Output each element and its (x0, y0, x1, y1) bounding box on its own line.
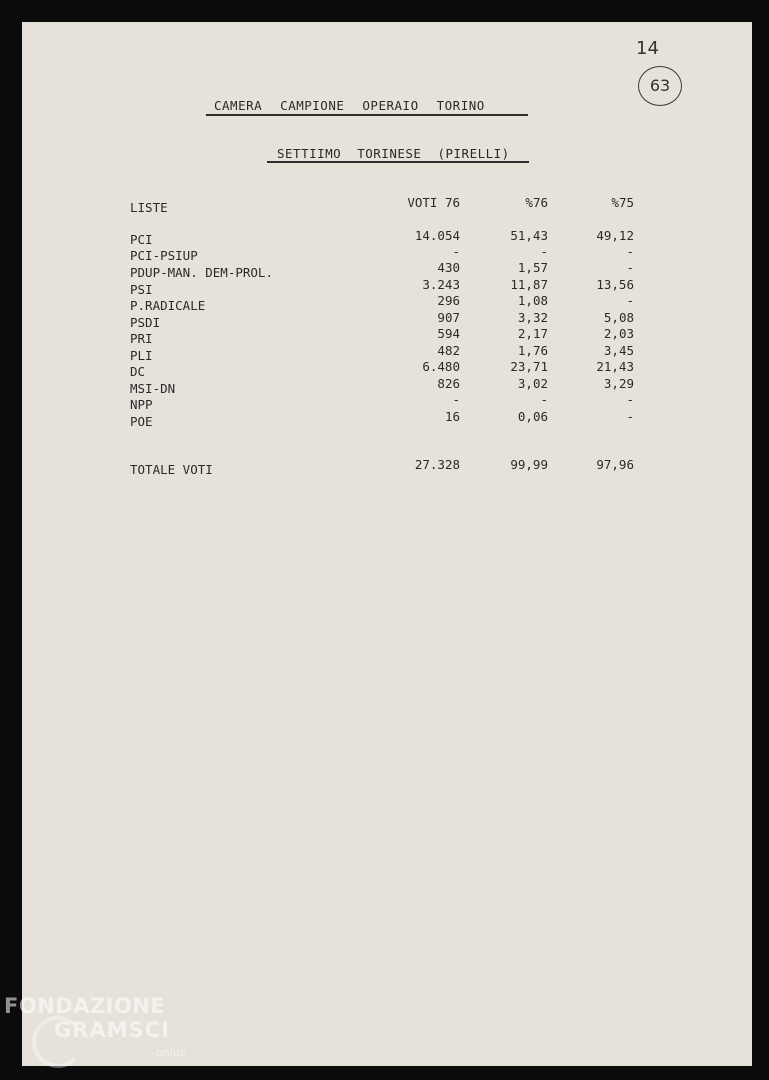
row-pct75: - (626, 409, 634, 424)
row-label: DC (130, 364, 146, 379)
row-voti76: - (452, 392, 460, 407)
row-voti76: 430 (437, 260, 460, 275)
row-pct75: 3,29 (603, 376, 634, 391)
row-voti76: 16 (444, 409, 460, 424)
document-heading: CAMERA CAMPIONE OPERAIO TORINO (214, 98, 485, 113)
row-voti76: 296 (437, 293, 460, 308)
row-pct75: - (626, 392, 634, 407)
row-label: P.RADICALE (130, 298, 206, 313)
row-label: PLI (130, 348, 153, 363)
row-pct76: 1,76 (517, 343, 548, 358)
row-pct76: 11,87 (510, 277, 548, 292)
row-pct76: 51,43 (510, 228, 548, 243)
heading-underline (206, 114, 528, 116)
folio-number: 14 (636, 38, 659, 59)
watermark-line3: onlus (156, 1046, 186, 1059)
total-label: TOTALE VOTI (130, 462, 213, 477)
row-label: PCI (130, 232, 153, 247)
document-page (22, 22, 752, 1066)
row-voti76: 482 (437, 343, 460, 358)
row-label: PSDI (130, 315, 161, 330)
row-voti76: 907 (437, 310, 460, 325)
row-pct75: 13,56 (596, 277, 634, 292)
row-pct75: 49,12 (596, 228, 634, 243)
document-subheading: SETTIIMO TORINESE (PIRELLI) (277, 146, 510, 161)
row-pct76: 1,08 (517, 293, 548, 308)
total-pct76: 99,99 (510, 457, 548, 472)
row-voti76: 14.054 (414, 228, 460, 243)
column-header-voti76: VOTI 76 (407, 195, 460, 210)
row-pct75: - (626, 260, 634, 275)
subheading-underline (267, 161, 529, 163)
column-header-pct75: %75 (611, 195, 634, 210)
row-voti76: - (452, 244, 460, 259)
row-voti76: 6.480 (422, 359, 460, 374)
row-label: MSI-DN (130, 381, 176, 396)
row-label: PRI (130, 331, 153, 346)
row-pct75: 21,43 (596, 359, 634, 374)
row-voti76: 594 (437, 326, 460, 341)
row-voti76: 3.243 (422, 277, 460, 292)
row-label: POE (130, 414, 153, 429)
row-pct75: 5,08 (603, 310, 634, 325)
watermark-line2: GRAMSCI (54, 1018, 170, 1042)
row-pct76: 3,32 (517, 310, 548, 325)
fondazione-gramsci-logo (4, 994, 186, 1059)
row-label: PCI-PSIUP (130, 248, 198, 263)
row-pct76: 1,57 (517, 260, 548, 275)
watermark-line1: FONDAZIONE (4, 994, 166, 1018)
row-pct75: - (626, 293, 634, 308)
row-pct76: 23,71 (510, 359, 548, 374)
column-header-liste: LISTE (130, 200, 168, 215)
row-pct75: - (626, 244, 634, 259)
row-label: PDUP-MAN. DEM-PROL. (130, 265, 273, 280)
row-label: NPP (130, 397, 153, 412)
column-header-pct76: %76 (525, 195, 548, 210)
row-pct75: 3,45 (603, 343, 634, 358)
total-pct75: 97,96 (596, 457, 634, 472)
row-label: PSI (130, 282, 153, 297)
row-pct76: 2,17 (517, 326, 548, 341)
archive-stamp: 63 (638, 66, 682, 106)
total-voti76: 27.328 (414, 457, 460, 472)
row-pct76: 3,02 (517, 376, 548, 391)
row-voti76: 826 (437, 376, 460, 391)
row-pct75: 2,03 (603, 326, 634, 341)
row-pct76: - (540, 392, 548, 407)
row-pct76: - (540, 244, 548, 259)
row-pct76: 0,06 (517, 409, 548, 424)
